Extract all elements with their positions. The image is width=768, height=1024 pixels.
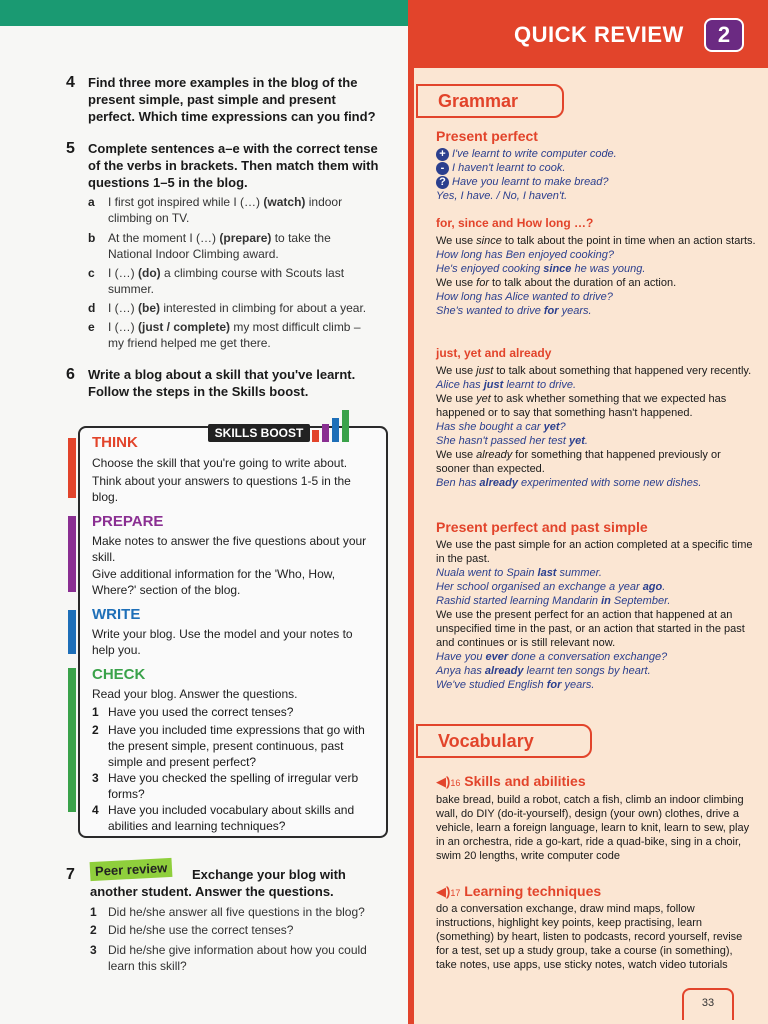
think-text-2: Think about your answers to questions 1-5 in the blog. — [92, 474, 351, 504]
write-heading: WRITE — [92, 606, 141, 623]
exercise-instruction: Find three more examples in the blog of the present simple, past simple and present perfect. Which time expressions can you find? — [88, 75, 376, 124]
check-side-bar — [68, 668, 76, 812]
present-perfect-title: Present perfect — [436, 128, 538, 144]
write-side-bar — [68, 610, 76, 654]
prepare-side-bar — [68, 516, 76, 592]
peer-question-2: 2 Did he/she use the correct tenses? — [90, 923, 294, 937]
peer-review-badge: Peer review — [90, 858, 173, 881]
exercise-number: 4 — [66, 74, 75, 91]
exercise-5 — [66, 140, 386, 191]
check-text: Read your blog. Answer the questions. — [92, 687, 298, 701]
quick-review-title: QUICK REVIEW — [514, 22, 684, 47]
just-yet-already-title: just, yet and already — [436, 346, 552, 360]
quick-review-header — [408, 0, 768, 68]
sentence-e: e I (…) (just / complete) my most difficult climb – my friend helped me get there. — [88, 320, 361, 350]
exercise-number: 5 — [66, 140, 75, 157]
vocabulary-heading: Vocabulary — [416, 724, 592, 758]
speaker-icon: ◀) — [436, 774, 451, 789]
peer-question-3: 3 Did he/she give information about how you could learn this skill? — [90, 943, 367, 973]
unit-badge: 2 — [704, 18, 744, 52]
top-band — [0, 0, 408, 26]
prepare-text-2: Give additional information for the 'Who, How, Where?' section of the blog. — [92, 567, 336, 597]
exercise-7-instruction: Exchange your blog with another student. Answer the questions. — [90, 867, 346, 899]
check-item-2: 2 Have you included time expressions that go with the present simple, present continuous, past simple and present perfect? — [92, 723, 365, 769]
skills-boost-bars-icon — [312, 408, 360, 442]
check-item-1: 1 Have you used the correct tenses? — [92, 705, 294, 719]
present-perfect-examples: + I've learnt to write computer code. - I haven't learnt to cook. ? Have you learnt to make bread? Yes, I have. / No, I haven't. — [436, 147, 617, 202]
exercise-instruction: Write a blog about a skill that you've learnt. Follow the steps in the Skills boost. — [88, 367, 356, 399]
exercise-number: 6 — [66, 366, 75, 383]
think-heading: THINK — [92, 434, 138, 451]
skills-abilities-list: bake bread, build a robot, catch a fish, climb an indoor climbing wall, do DIY (do-it-yourself), design (your own) clothes, drive a vehicle, learn a foreign language, learn to knit, learn to sew, play in an orchestra, ride a go-kart, ride a quad-bike, sing in a choir, swim 20 lengths, write computer code — [436, 794, 750, 862]
think-text-1: Choose the skill that you're going to write about. — [92, 456, 348, 470]
exercise-instruction: Complete sentences a–e with the correct tense of the verbs in brackets. Then match them with questions 1–5 in the blog. — [88, 141, 379, 190]
minus-icon: - — [436, 162, 449, 175]
for-since-title: for, since and How long …? — [436, 216, 594, 230]
peer-question-1: 1 Did he/she answer all five questions in the blog? — [90, 905, 365, 919]
exercise-6 — [66, 366, 386, 400]
page-number: 33 — [682, 988, 734, 1020]
skills-boost-tag: SKILLS BOOST — [208, 424, 310, 442]
pp-past-simple-title: Present perfect and past simple — [436, 519, 648, 535]
sentence-a: a I first got inspired while I (…) (watch) indoor climbing on TV. — [88, 195, 343, 225]
check-item-3: 3 Have you checked the spelling of irregular verb forms? — [92, 771, 359, 801]
just-yet-already-rules: We use just to talk about something that happened very recently. Alice has just learnt to drive. We use yet to ask whether something that we expected has happened or to say that something hasn't happened. Has she bought a car yet? She hasn't passed her test yet. We use already for something that happened previously or sooner than expected. Ben has already experimented with some new dishes. — [436, 365, 752, 489]
sentence-d: d I (…) (be) interested in climbing for about a year. — [88, 301, 367, 315]
learning-techniques-title: ◀)17 Learning techniques — [436, 883, 602, 899]
think-side-bar — [68, 438, 76, 498]
grammar-heading: Grammar — [416, 84, 564, 118]
panel-stripe — [408, 68, 414, 1024]
check-item-4: 4 Have you included vocabulary about skills and abilities and learning techniques? — [92, 803, 355, 833]
skills-abilities-title: ◀)16 Skills and abilities — [436, 773, 586, 789]
exercise-4 — [66, 74, 386, 125]
check-heading: CHECK — [92, 666, 146, 683]
question-icon: ? — [436, 176, 449, 189]
prepare-text-1: Make notes to answer the five questions about your skill. — [92, 534, 367, 564]
learning-techniques-list: do a conversation exchange, draw mind maps, follow instructions, highlight key points, keep practising, learn (something) by heart, listen to podcasts, record yourself, revise for a test, set up a study group, take a course (in something), take notes, use apps, use sticky notes, watch video tutorials — [436, 903, 743, 971]
sentence-c: c I (…) (do) a climbing course with Scouts last summer. — [88, 266, 345, 296]
sentence-b: b At the moment I (…) (prepare) to take the National Indoor Climbing award. — [88, 231, 331, 261]
write-text: Write your blog. Use the model and your notes to help you. — [92, 627, 353, 657]
speaker-icon: ◀) — [436, 884, 451, 899]
plus-icon: + — [436, 148, 449, 161]
for-since-rules: We use since to talk about the point in time when an action starts. How long has Ben enjoyed cooking? He's enjoyed cooking since he was young. We use for to talk about the duration of an action. How long has Alice wanted to drive? She's wanted to drive for years. — [436, 235, 756, 317]
prepare-heading: PREPARE — [92, 513, 164, 530]
pp-past-simple-rules: We use the past simple for an action completed at a specific time in the past. Nuala went to Spain last summer. Her school organised an exchange a year ago. Rashid started learning Mandarin in September. We use the present perfect for an action that happened at an unspecified time in the past, or an action that started in the past and continues or is still relevant now. Have you ever done a conversation exchange? Anya has already learnt ten songs by heart. We've studied English for years. — [436, 539, 753, 691]
